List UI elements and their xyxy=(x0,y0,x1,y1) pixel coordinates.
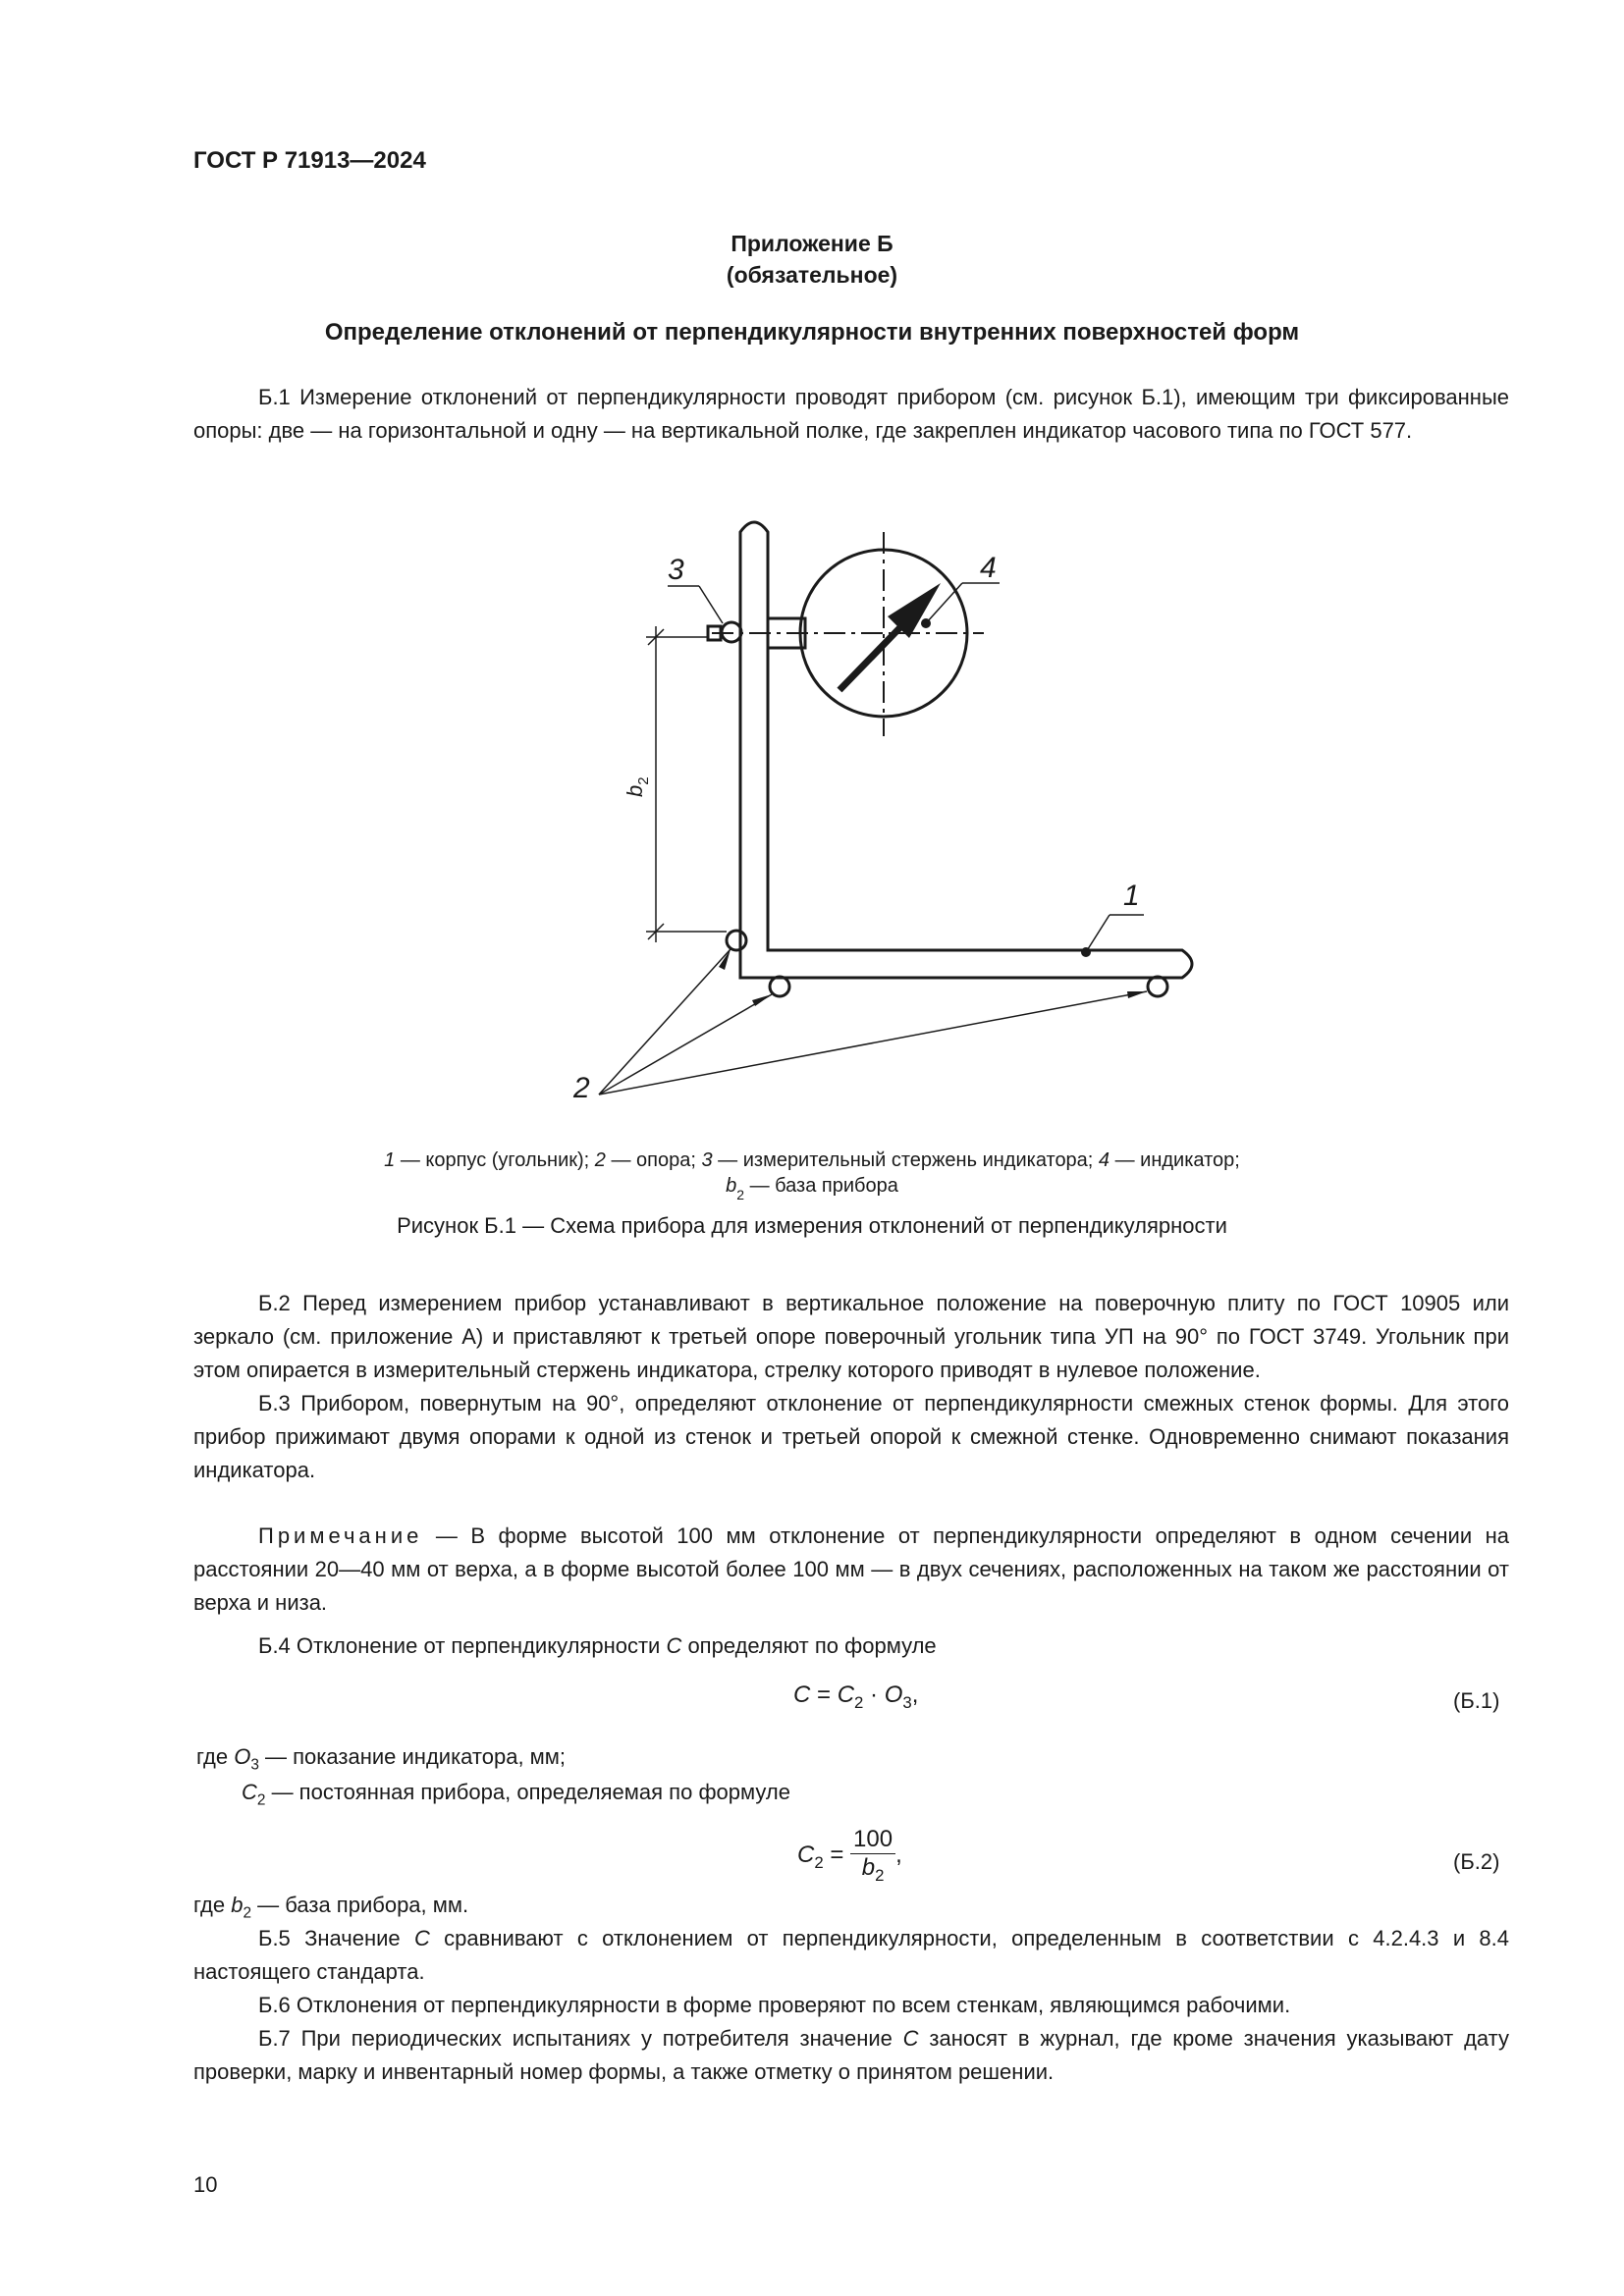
paragraph-b4: Б.4 Отклонение от перпендикулярности C определяют по формуле xyxy=(258,1633,937,1658)
paragraphs-b2-b3 xyxy=(193,1287,1509,1487)
note-label: Примечание xyxy=(258,1523,423,1548)
section-title: Определение отклонений от перпендикулярности внутренних поверхностей форм xyxy=(324,319,1300,346)
formula-b1: $C = C_2 \cdot O_3$, xyxy=(793,1682,919,1712)
where-b2: где $b_2$ — база прибора, мм. xyxy=(193,1893,469,1922)
page-number: 10 xyxy=(193,2172,218,2197)
paragraphs-b5-b7 xyxy=(193,1922,1509,2089)
paragraph-b7: Б.7 При периодических испытаниях у потребителя значение C заносят в журнал, где кроме значения указывают дату проверки, марку и инвентарный номер формы, а также отметку о принятом решении. xyxy=(193,2026,1509,2084)
annex-heading xyxy=(0,228,1624,291)
dial-arrow-shaft xyxy=(839,626,901,690)
paragraph-b5: Б.5 Значение C сравнивают с отклонением от перпендикулярности, определенным в соответствии с 4.2.4.3 и 8.4 настоящего стандарта. xyxy=(193,1926,1510,1984)
paragraph-b3: Б.3 Прибором, повернутым на 90°, определяют отклонение от перпендикулярности смежных стенок формы. Для этого прибор прижимают двумя опорами к одной из стенок и третьей опорой к смежной стенке. Одновременно снимают показания индикатора. xyxy=(193,1391,1509,1482)
support-right xyxy=(1148,977,1167,996)
annex-title: Приложение Б xyxy=(731,231,893,256)
figure-legend: 1 — корпус (угольник); 2 — опора; 3 — измерительный стержень индикатора; 4 — индикатор; $b_2$ — база прибора xyxy=(384,1149,1240,1202)
formula-b2-number: (Б.2) xyxy=(1453,1849,1500,1874)
paragraph-b6: Б.6 Отклонения от перпендикулярности в форме проверяют по всем стенкам, являющимся рабочими. xyxy=(258,1993,1291,2017)
where-c2: $C_2$ — постоянная прибора, определяемая по формуле xyxy=(242,1780,790,1809)
svg-text:b2 xyxy=(623,776,652,797)
label-3: 3 xyxy=(668,554,684,586)
annex-status: (обязательное) xyxy=(726,262,898,288)
document-code: ГОСТ Р 71913—2024 xyxy=(193,147,426,174)
formula-b2: $C_2$ = $\frac{100}{b_2}$ , xyxy=(797,1826,902,1885)
figure-b1 xyxy=(530,510,1218,1124)
formula-b1-number: (Б.1) xyxy=(1453,1688,1500,1713)
label-4: 4 xyxy=(980,552,997,584)
paragraph-b2: Б.2 Перед измерением прибор устанавливают в вертикальное положение на поверочную плиту по ГОСТ 10905 или зеркало (см. приложение А) и приставляют к третьей опоре поверочный угольник типа УП на 90° по ГОСТ 3749. Угольник при этом опирается в измерительный стержень индикатора, стрелку которого приводят в нулевое положение. xyxy=(193,1291,1509,1382)
note xyxy=(193,1520,1509,1620)
dimension-b-sub: 2 xyxy=(635,776,652,785)
label-1: 1 xyxy=(1123,880,1140,912)
support-bottom xyxy=(770,977,789,996)
note-text: — В форме высотой 100 мм отклонение от перпендикулярности определяют в одном сечении на расстоянии 20—40 мм от верха, а в форме высотой более 100 мм — в двух сечениях, расположенных на таком же расстоянии от верха и низа. xyxy=(193,1523,1509,1615)
paragraph-b1-text: Б.1 Измерение отклонений от перпендикулярности проводят прибором (см. рисунок Б.1), имеющим три фиксированные опоры: две — на горизонтальной и одну — на вертикальной полке, где закреплен индикатор часового типа по ГОСТ 577. xyxy=(193,385,1509,443)
support-left xyxy=(727,931,746,950)
where-o3: где $O_3$ — показание индикатора, мм; xyxy=(196,1744,567,1774)
label-2: 2 xyxy=(573,1072,590,1104)
instrument-diagram xyxy=(530,510,1218,1119)
paragraph-b1 xyxy=(193,381,1509,448)
figure-caption: Рисунок Б.1 — Схема прибора для измерения отклонений от перпендикулярности xyxy=(397,1213,1227,1238)
dimension-b: b xyxy=(623,784,647,797)
